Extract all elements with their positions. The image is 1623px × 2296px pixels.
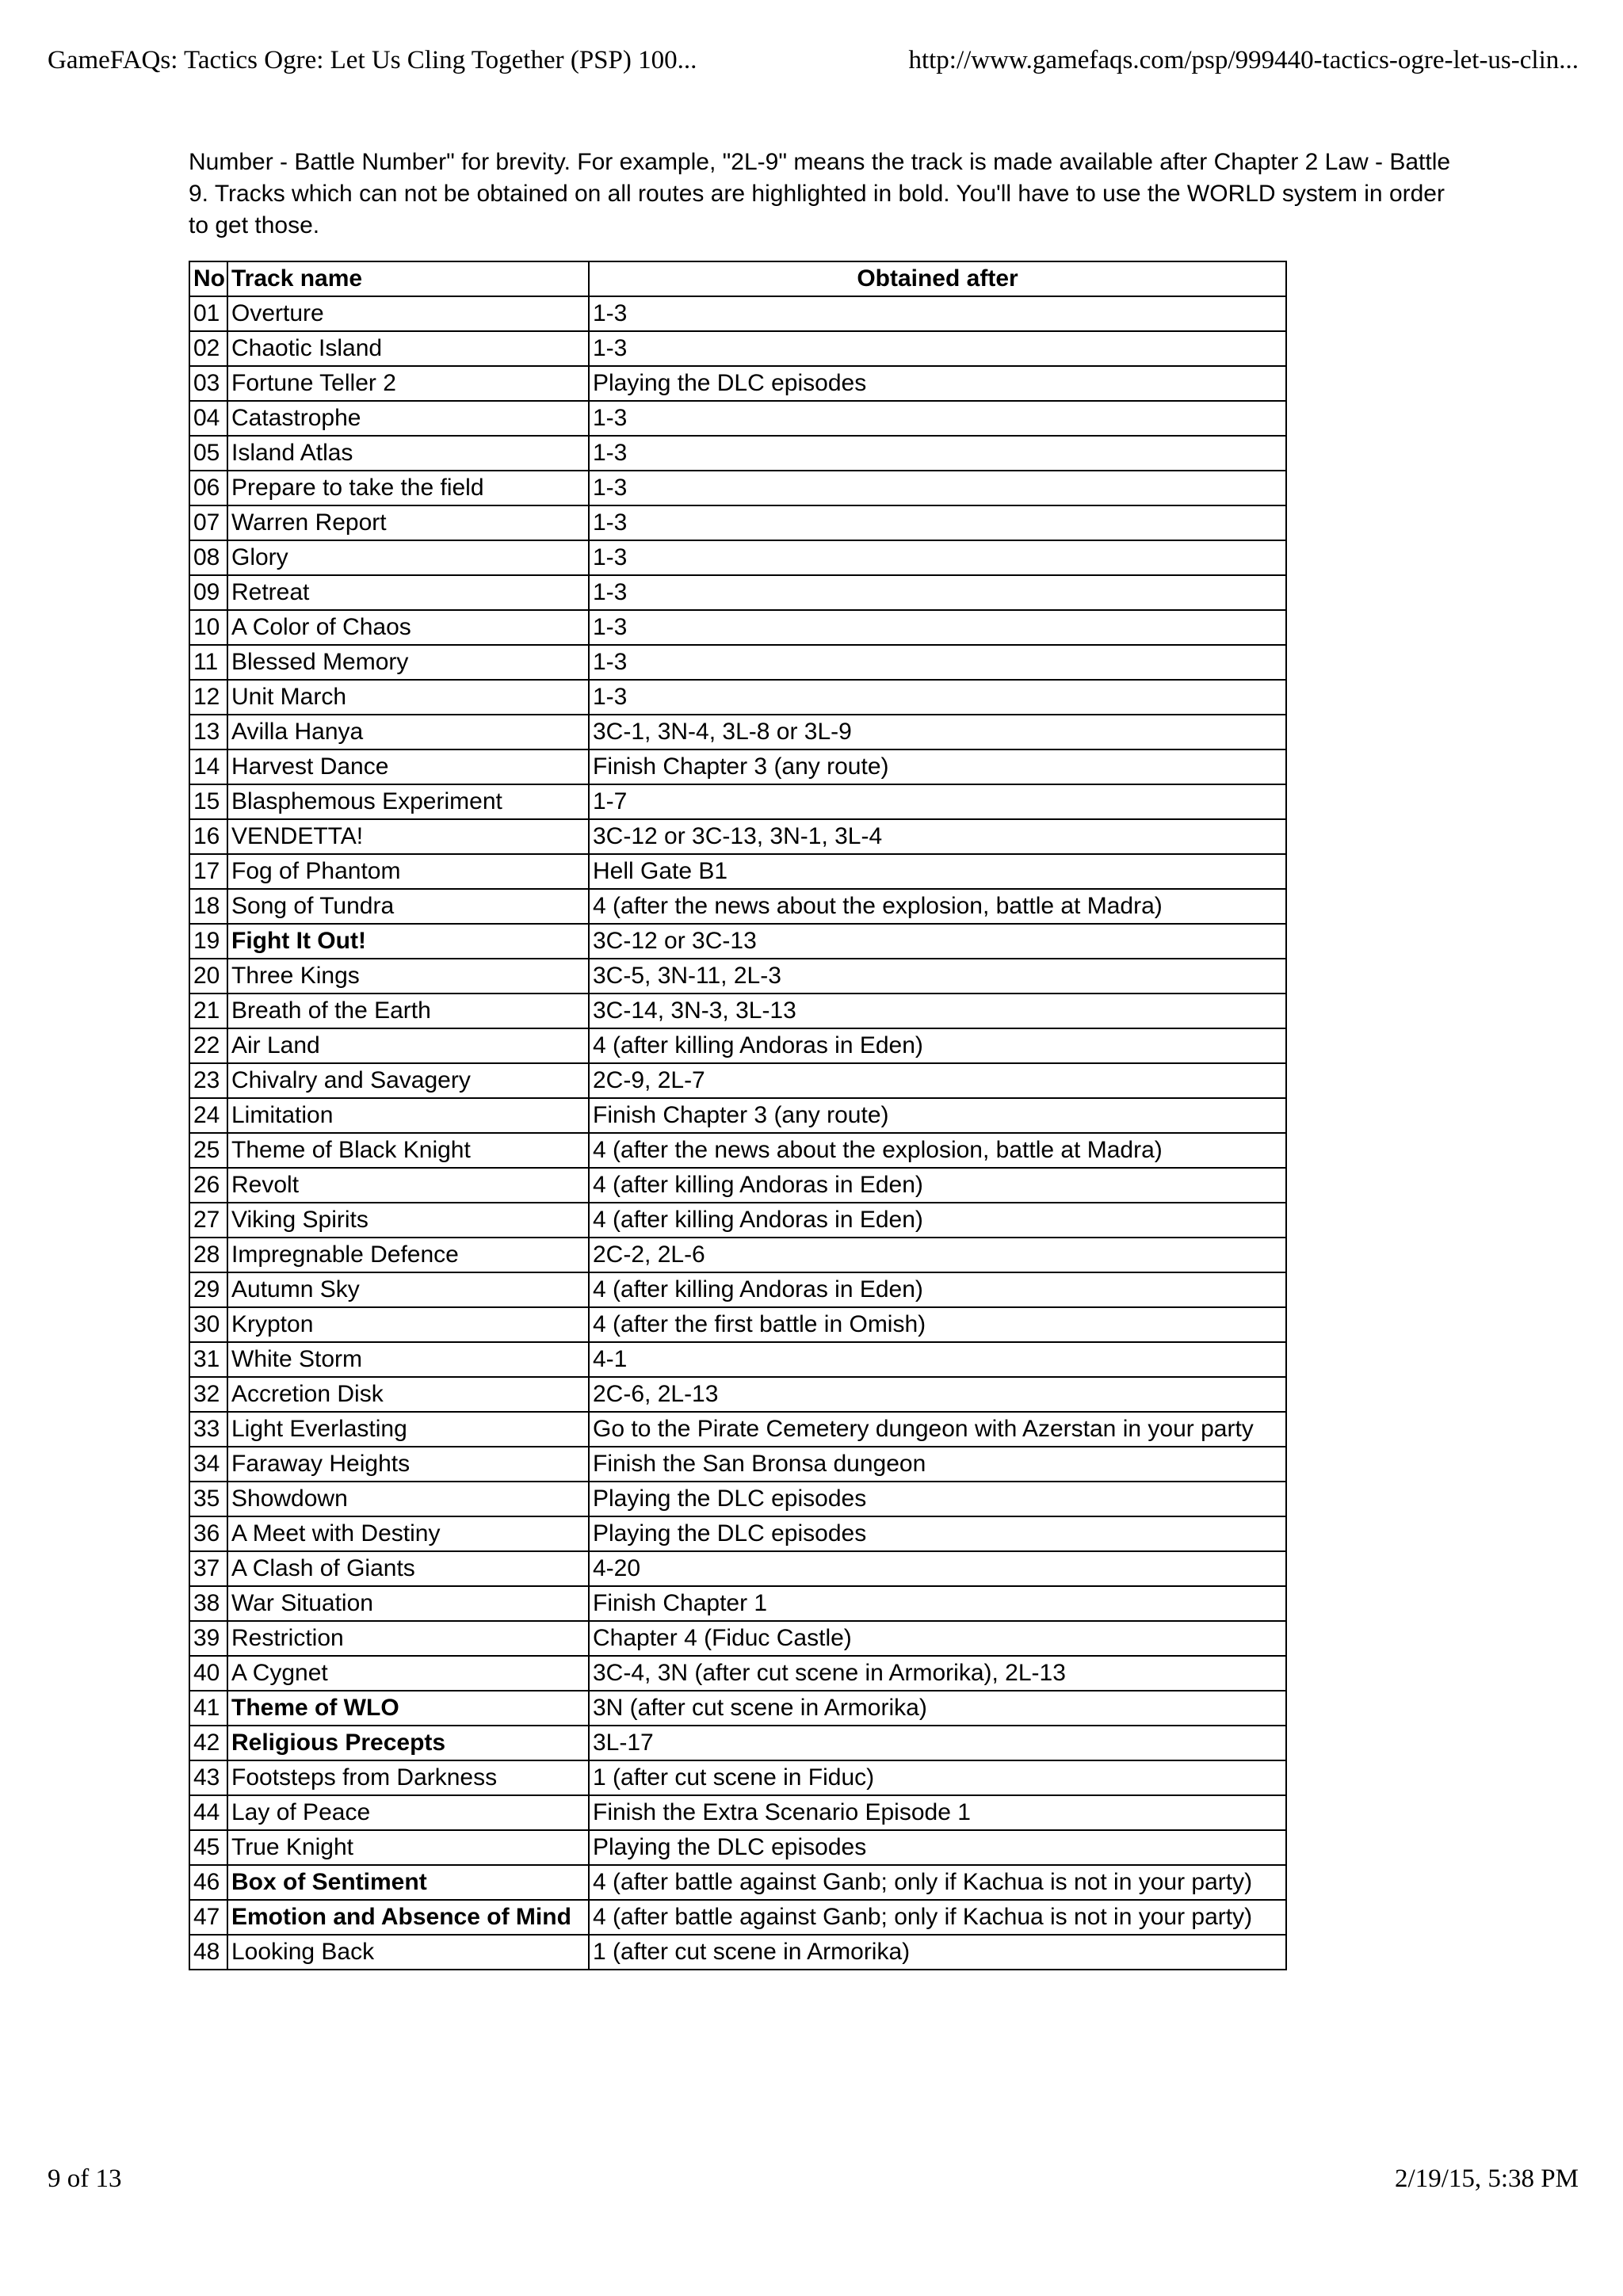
track-number: 26 (189, 1168, 227, 1203)
print-header (48, 46, 1579, 86)
track-name: Footsteps from Darkness (227, 1760, 589, 1795)
track-name: Lay of Peace (227, 1795, 589, 1830)
track-name: Blessed Memory (227, 645, 589, 680)
track-number: 05 (189, 436, 227, 471)
track-number: 13 (189, 715, 227, 749)
track-number: 06 (189, 471, 227, 505)
track-name: Chivalry and Savagery (227, 1063, 589, 1098)
obtained-after: 4 (after the news about the explosion, battle at Madra) (589, 1133, 1286, 1168)
page-number: 9 of 13 (48, 2164, 122, 2193)
table-row (189, 401, 1286, 436)
track-number: 48 (189, 1935, 227, 1970)
obtained-after: 1-3 (589, 575, 1286, 610)
track-number: 22 (189, 1028, 227, 1063)
table-row (189, 1028, 1286, 1063)
table-row (189, 749, 1286, 784)
table-row (189, 610, 1286, 645)
table-row (189, 1935, 1286, 1970)
track-number: 43 (189, 1760, 227, 1795)
table-row (189, 1865, 1286, 1900)
track-name: True Knight (227, 1830, 589, 1865)
table-row (189, 715, 1286, 749)
obtained-after: Finish Chapter 1 (589, 1586, 1286, 1621)
track-number: 37 (189, 1551, 227, 1586)
header-obtained-after: Obtained after (589, 261, 1286, 296)
table-row (189, 1760, 1286, 1795)
table-row (189, 1621, 1286, 1656)
obtained-after: 1-3 (589, 540, 1286, 575)
obtained-after: 1 (after cut scene in Armorika) (589, 1935, 1286, 1970)
track-number: 09 (189, 575, 227, 610)
track-name: Chaotic Island (227, 331, 589, 366)
track-name: Limitation (227, 1098, 589, 1133)
track-number: 24 (189, 1098, 227, 1133)
obtained-after: 1-3 (589, 610, 1286, 645)
obtained-after: 4 (after the news about the explosion, battle at Madra) (589, 889, 1286, 924)
track-name: Light Everlasting (227, 1412, 589, 1447)
table-row (189, 959, 1286, 994)
page-url: http://www.gamefaqs.com/psp/999440-tactics-ogre-let-us-clin... (908, 46, 1579, 74)
table-row (189, 1272, 1286, 1307)
obtained-after: Finish the San Bronsa dungeon (589, 1447, 1286, 1482)
table-row (189, 1586, 1286, 1621)
obtained-after: 2C-2, 2L-6 (589, 1238, 1286, 1272)
track-number: 17 (189, 854, 227, 889)
track-number: 03 (189, 366, 227, 401)
obtained-after: Finish Chapter 3 (any route) (589, 1098, 1286, 1133)
table-row (189, 1307, 1286, 1342)
document-body (189, 147, 1457, 1970)
obtained-after: 1-3 (589, 296, 1286, 331)
obtained-after: Finish Chapter 3 (any route) (589, 749, 1286, 784)
track-number: 40 (189, 1656, 227, 1691)
table-row (189, 296, 1286, 331)
track-name: Warren Report (227, 505, 589, 540)
obtained-after: 1-3 (589, 331, 1286, 366)
track-number: 44 (189, 1795, 227, 1830)
track-name: Looking Back (227, 1935, 589, 1970)
header-track-name: Track name (227, 261, 589, 296)
obtained-after: 3C-1, 3N-4, 3L-8 or 3L-9 (589, 715, 1286, 749)
track-name: Viking Spirits (227, 1203, 589, 1238)
track-number: 47 (189, 1900, 227, 1935)
obtained-after: 3C-12 or 3C-13, 3N-1, 3L-4 (589, 819, 1286, 854)
track-name: Three Kings (227, 959, 589, 994)
track-name: White Storm (227, 1342, 589, 1377)
table-row (189, 366, 1286, 401)
obtained-after: 3C-5, 3N-11, 2L-3 (589, 959, 1286, 994)
table-row (189, 1830, 1286, 1865)
obtained-after: Chapter 4 (Fiduc Castle) (589, 1621, 1286, 1656)
track-number: 01 (189, 296, 227, 331)
track-name: Fortune Teller 2 (227, 366, 589, 401)
table-row (189, 1726, 1286, 1760)
table-row (189, 680, 1286, 715)
obtained-after: Playing the DLC episodes (589, 1516, 1286, 1551)
track-name: Breath of the Earth (227, 994, 589, 1028)
obtained-after: Hell Gate B1 (589, 854, 1286, 889)
obtained-after: 3L-17 (589, 1726, 1286, 1760)
track-name: Glory (227, 540, 589, 575)
track-number: 16 (189, 819, 227, 854)
obtained-after: 4 (after killing Andoras in Eden) (589, 1168, 1286, 1203)
track-number: 20 (189, 959, 227, 994)
track-name: Religious Precepts (227, 1726, 589, 1760)
track-number: 10 (189, 610, 227, 645)
track-number: 27 (189, 1203, 227, 1238)
track-number: 42 (189, 1726, 227, 1760)
track-name: Accretion Disk (227, 1377, 589, 1412)
track-name: Fog of Phantom (227, 854, 589, 889)
obtained-after: 4 (after killing Andoras in Eden) (589, 1203, 1286, 1238)
track-name: Showdown (227, 1482, 589, 1516)
table-row (189, 575, 1286, 610)
obtained-after: 4 (after the first battle in Omish) (589, 1307, 1286, 1342)
track-name: A Cygnet (227, 1656, 589, 1691)
table-header-row (189, 261, 1286, 296)
track-name: Overture (227, 296, 589, 331)
track-name: A Color of Chaos (227, 610, 589, 645)
obtained-after: Go to the Pirate Cemetery dungeon with Azerstan in your party (589, 1412, 1286, 1447)
obtained-after: 1-3 (589, 401, 1286, 436)
track-number: 33 (189, 1412, 227, 1447)
track-number: 02 (189, 331, 227, 366)
track-number: 30 (189, 1307, 227, 1342)
table-row (189, 1482, 1286, 1516)
track-number: 19 (189, 924, 227, 959)
track-number: 11 (189, 645, 227, 680)
table-row (189, 331, 1286, 366)
header-no: No (189, 261, 227, 296)
table-row (189, 471, 1286, 505)
table-row (189, 854, 1286, 889)
track-number: 38 (189, 1586, 227, 1621)
table-row (189, 1691, 1286, 1726)
page-title: GameFAQs: Tactics Ogre: Let Us Cling Together (PSP) 100... (48, 46, 697, 74)
track-name: Faraway Heights (227, 1447, 589, 1482)
table-row (189, 819, 1286, 854)
obtained-after: 3N (after cut scene in Armorika) (589, 1691, 1286, 1726)
obtained-after: Playing the DLC episodes (589, 1482, 1286, 1516)
track-number: 15 (189, 784, 227, 819)
table-row (189, 1203, 1286, 1238)
track-number: 07 (189, 505, 227, 540)
track-name: Song of Tundra (227, 889, 589, 924)
obtained-after: 2C-6, 2L-13 (589, 1377, 1286, 1412)
table-row (189, 540, 1286, 575)
track-name: A Clash of Giants (227, 1551, 589, 1586)
track-name: Revolt (227, 1168, 589, 1203)
track-number: 04 (189, 401, 227, 436)
track-number: 14 (189, 749, 227, 784)
track-name: Harvest Dance (227, 749, 589, 784)
table-row (189, 1168, 1286, 1203)
table-row (189, 1900, 1286, 1935)
obtained-after: 4 (after battle against Ganb; only if Kachua is not in your party) (589, 1865, 1286, 1900)
track-name: Impregnable Defence (227, 1238, 589, 1272)
table-row (189, 1656, 1286, 1691)
table-row (189, 436, 1286, 471)
track-name: Catastrophe (227, 401, 589, 436)
obtained-after: 3C-4, 3N (after cut scene in Armorika), 2L-13 (589, 1656, 1286, 1691)
table-row (189, 924, 1286, 959)
track-number: 41 (189, 1691, 227, 1726)
obtained-after: 4 (after killing Andoras in Eden) (589, 1028, 1286, 1063)
track-number: 36 (189, 1516, 227, 1551)
table-row (189, 1795, 1286, 1830)
print-datetime: 2/19/15, 5:38 PM (1395, 2164, 1579, 2193)
table-row (189, 1412, 1286, 1447)
obtained-after: 1-3 (589, 680, 1286, 715)
track-number: 18 (189, 889, 227, 924)
track-name: Autumn Sky (227, 1272, 589, 1307)
track-name: Emotion and Absence of Mind (227, 1900, 589, 1935)
table-row (189, 505, 1286, 540)
obtained-after: 4 (after killing Andoras in Eden) (589, 1272, 1286, 1307)
table-row (189, 1342, 1286, 1377)
track-name: War Situation (227, 1586, 589, 1621)
track-name: Theme of WLO (227, 1691, 589, 1726)
track-name: Theme of Black Knight (227, 1133, 589, 1168)
track-rows (189, 296, 1286, 1970)
table-row (189, 1447, 1286, 1482)
track-table (189, 261, 1287, 1970)
obtained-after: Finish the Extra Scenario Episode 1 (589, 1795, 1286, 1830)
table-row (189, 1377, 1286, 1412)
table-row (189, 1238, 1286, 1272)
track-name: Blasphemous Experiment (227, 784, 589, 819)
intro-paragraph: Number - Battle Number" for brevity. For example, "2L-9" means the track is made available after Chapter 2 Law - Battle 9. Tracks which can not be obtained on all routes are highlighted in bold. You'll have to use the WORLD system in order to get those. (189, 149, 1451, 238)
track-name: Fight It Out! (227, 924, 589, 959)
table-row (189, 645, 1286, 680)
table-row (189, 1063, 1286, 1098)
obtained-after: 1-3 (589, 471, 1286, 505)
obtained-after: 4-1 (589, 1342, 1286, 1377)
track-number: 23 (189, 1063, 227, 1098)
track-number: 21 (189, 994, 227, 1028)
track-name: Air Land (227, 1028, 589, 1063)
table-row (189, 784, 1286, 819)
obtained-after: Playing the DLC episodes (589, 1830, 1286, 1865)
track-name: Avilla Hanya (227, 715, 589, 749)
obtained-after: 3C-12 or 3C-13 (589, 924, 1286, 959)
track-number: 45 (189, 1830, 227, 1865)
track-number: 46 (189, 1865, 227, 1900)
track-number: 12 (189, 680, 227, 715)
track-name: Restriction (227, 1621, 589, 1656)
obtained-after: 4-20 (589, 1551, 1286, 1586)
obtained-after: 1-7 (589, 784, 1286, 819)
track-number: 08 (189, 540, 227, 575)
track-name: Prepare to take the field (227, 471, 589, 505)
obtained-after: 1-3 (589, 505, 1286, 540)
track-name: Retreat (227, 575, 589, 610)
track-name: VENDETTA! (227, 819, 589, 854)
track-name: Unit March (227, 680, 589, 715)
table-row (189, 1516, 1286, 1551)
print-footer (48, 2164, 1579, 2204)
track-number: 25 (189, 1133, 227, 1168)
track-number: 34 (189, 1447, 227, 1482)
obtained-after: 1-3 (589, 645, 1286, 680)
table-row (189, 1098, 1286, 1133)
track-number: 35 (189, 1482, 227, 1516)
obtained-after: 1-3 (589, 436, 1286, 471)
obtained-after: 3C-14, 3N-3, 3L-13 (589, 994, 1286, 1028)
track-name: A Meet with Destiny (227, 1516, 589, 1551)
obtained-after: Playing the DLC episodes (589, 366, 1286, 401)
table-row (189, 1133, 1286, 1168)
track-number: 28 (189, 1238, 227, 1272)
table-row (189, 1551, 1286, 1586)
track-number: 39 (189, 1621, 227, 1656)
track-number: 29 (189, 1272, 227, 1307)
track-number: 32 (189, 1377, 227, 1412)
table-row (189, 889, 1286, 924)
track-name: Krypton (227, 1307, 589, 1342)
obtained-after: 2C-9, 2L-7 (589, 1063, 1286, 1098)
track-number: 31 (189, 1342, 227, 1377)
table-row (189, 994, 1286, 1028)
obtained-after: 4 (after battle against Ganb; only if Kachua is not in your party) (589, 1900, 1286, 1935)
track-name: Box of Sentiment (227, 1865, 589, 1900)
track-name: Island Atlas (227, 436, 589, 471)
obtained-after: 1 (after cut scene in Fiduc) (589, 1760, 1286, 1795)
